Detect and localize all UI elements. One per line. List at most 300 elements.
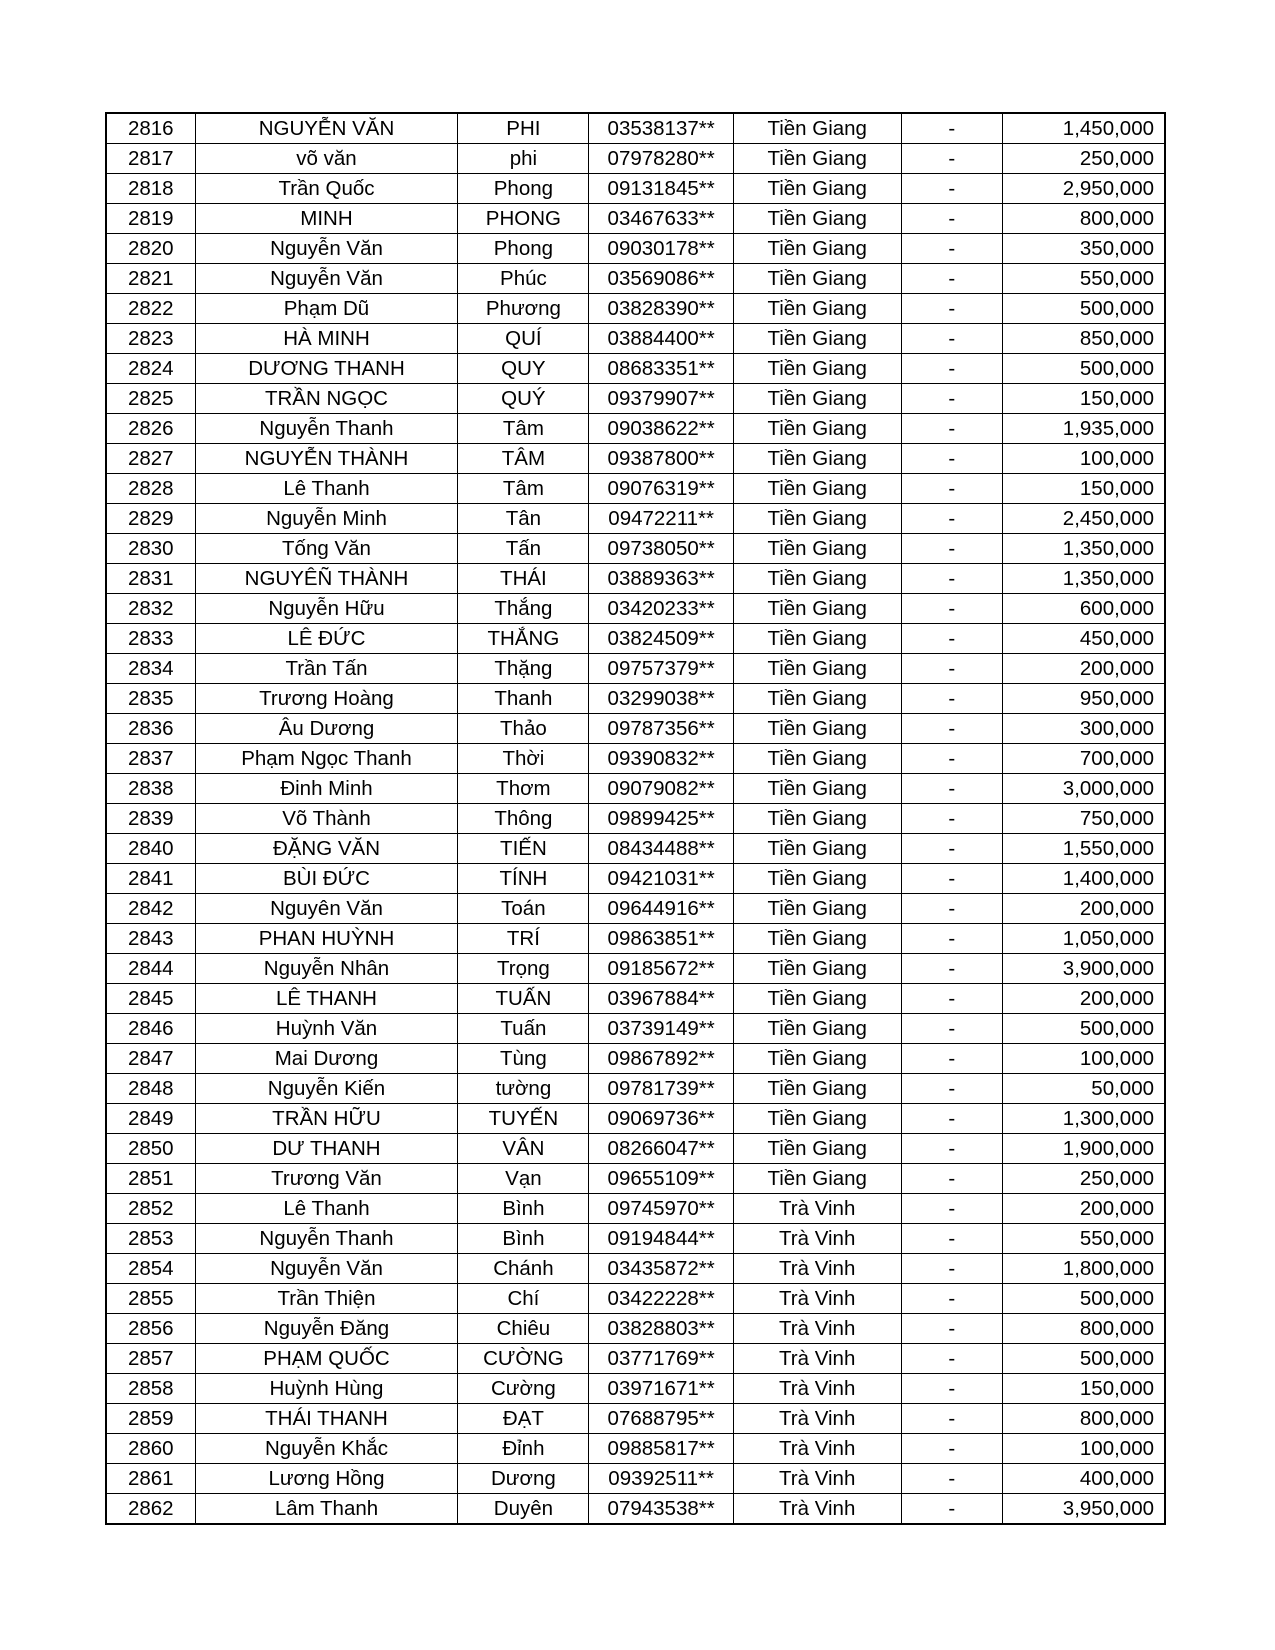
table-row (106, 1104, 1165, 1134)
amount-cell: 100,000 (1003, 1044, 1165, 1074)
table-row (106, 113, 1165, 144)
table-row (106, 744, 1165, 774)
phone-cell: 07978280** (589, 144, 734, 174)
donor-table (105, 112, 1166, 1525)
note-cell: - (901, 594, 1003, 624)
amount-cell: 3,950,000 (1003, 1494, 1165, 1525)
province-cell: Tiền Giang (733, 504, 901, 534)
table-row (106, 834, 1165, 864)
phone-cell: 08266047** (589, 1134, 734, 1164)
table-row (106, 1134, 1165, 1164)
row-number-cell: 2833 (106, 624, 195, 654)
amount-cell: 2,950,000 (1003, 174, 1165, 204)
amount-cell: 450,000 (1003, 624, 1165, 654)
row-number-cell: 2823 (106, 324, 195, 354)
given-name-cell: QUÍ (458, 324, 589, 354)
note-cell: - (901, 204, 1003, 234)
given-name-cell: Thảo (458, 714, 589, 744)
note-cell: - (901, 384, 1003, 414)
amount-cell: 1,800,000 (1003, 1254, 1165, 1284)
phone-cell: 09781739** (589, 1074, 734, 1104)
table-row (106, 534, 1165, 564)
table-row (106, 264, 1165, 294)
phone-cell: 03422228** (589, 1284, 734, 1314)
amount-cell: 100,000 (1003, 1434, 1165, 1464)
province-cell: Tiền Giang (733, 444, 901, 474)
province-cell: Tiền Giang (733, 174, 901, 204)
table-row (106, 1074, 1165, 1104)
surname-cell: PHẠM QUỐC (195, 1344, 458, 1374)
table-row (106, 1044, 1165, 1074)
row-number-cell: 2854 (106, 1254, 195, 1284)
phone-cell: 09185672** (589, 954, 734, 984)
table-row (106, 564, 1165, 594)
table-row (106, 414, 1165, 444)
phone-cell: 09079082** (589, 774, 734, 804)
note-cell: - (901, 894, 1003, 924)
row-number-cell: 2824 (106, 354, 195, 384)
surname-cell: NGUYÊÑ THÀNH (195, 564, 458, 594)
note-cell: - (901, 804, 1003, 834)
table-row (106, 624, 1165, 654)
phone-cell: 07943538** (589, 1494, 734, 1525)
province-cell: Trà Vinh (733, 1194, 901, 1224)
phone-cell: 03538137** (589, 113, 734, 144)
given-name-cell: Phương (458, 294, 589, 324)
note-cell: - (901, 1014, 1003, 1044)
province-cell: Tiền Giang (733, 113, 901, 144)
given-name-cell: QUÝ (458, 384, 589, 414)
phone-cell: 09757379** (589, 654, 734, 684)
note-cell: - (901, 324, 1003, 354)
phone-cell: 09863851** (589, 924, 734, 954)
note-cell: - (901, 924, 1003, 954)
note-cell: - (901, 1164, 1003, 1194)
province-cell: Tiền Giang (733, 1164, 901, 1194)
note-cell: - (901, 174, 1003, 204)
note-cell: - (901, 984, 1003, 1014)
surname-cell: Lương Hồng (195, 1464, 458, 1494)
province-cell: Tiền Giang (733, 534, 901, 564)
surname-cell: Nguyên Văn (195, 894, 458, 924)
phone-cell: 09076319** (589, 474, 734, 504)
table-row (106, 1434, 1165, 1464)
table-row (106, 324, 1165, 354)
table-row (106, 1494, 1165, 1525)
surname-cell: Trần Tấn (195, 654, 458, 684)
given-name-cell: Phúc (458, 264, 589, 294)
note-cell: - (901, 234, 1003, 264)
given-name-cell: Dương (458, 1464, 589, 1494)
amount-cell: 350,000 (1003, 234, 1165, 264)
note-cell: - (901, 504, 1003, 534)
province-cell: Tiền Giang (733, 144, 901, 174)
surname-cell: Mai Dương (195, 1044, 458, 1074)
phone-cell: 03971671** (589, 1374, 734, 1404)
amount-cell: 1,300,000 (1003, 1104, 1165, 1134)
row-number-cell: 2850 (106, 1134, 195, 1164)
given-name-cell: TUẤN (458, 984, 589, 1014)
phone-cell: 03467633** (589, 204, 734, 234)
given-name-cell: Chí (458, 1284, 589, 1314)
note-cell: - (901, 294, 1003, 324)
note-cell: - (901, 654, 1003, 684)
surname-cell: Nguyễn Đăng (195, 1314, 458, 1344)
table-row (106, 924, 1165, 954)
table-row (106, 1404, 1165, 1434)
amount-cell: 150,000 (1003, 474, 1165, 504)
row-number-cell: 2858 (106, 1374, 195, 1404)
row-number-cell: 2856 (106, 1314, 195, 1344)
table-row (106, 294, 1165, 324)
amount-cell: 500,000 (1003, 1284, 1165, 1314)
amount-cell: 800,000 (1003, 204, 1165, 234)
row-number-cell: 2846 (106, 1014, 195, 1044)
surname-cell: Nguyễn Minh (195, 504, 458, 534)
given-name-cell: Thông (458, 804, 589, 834)
amount-cell: 750,000 (1003, 804, 1165, 834)
given-name-cell: phi (458, 144, 589, 174)
given-name-cell: Vạn (458, 1164, 589, 1194)
note-cell: - (901, 624, 1003, 654)
row-number-cell: 2836 (106, 714, 195, 744)
province-cell: Tiền Giang (733, 804, 901, 834)
note-cell: - (901, 1104, 1003, 1134)
amount-cell: 850,000 (1003, 324, 1165, 354)
row-number-cell: 2861 (106, 1464, 195, 1494)
surname-cell: Trần Quốc (195, 174, 458, 204)
note-cell: - (901, 564, 1003, 594)
amount-cell: 800,000 (1003, 1314, 1165, 1344)
province-cell: Tiền Giang (733, 324, 901, 354)
phone-cell: 08683351** (589, 354, 734, 384)
amount-cell: 1,900,000 (1003, 1134, 1165, 1164)
given-name-cell: ĐẠT (458, 1404, 589, 1434)
surname-cell: Âu Dương (195, 714, 458, 744)
given-name-cell: Tấn (458, 534, 589, 564)
given-name-cell: TIẾN (458, 834, 589, 864)
given-name-cell: QUY (458, 354, 589, 384)
amount-cell: 1,050,000 (1003, 924, 1165, 954)
given-name-cell: Tâm (458, 414, 589, 444)
province-cell: Tiền Giang (733, 894, 901, 924)
amount-cell: 3,900,000 (1003, 954, 1165, 984)
given-name-cell: PHONG (458, 204, 589, 234)
province-cell: Trà Vinh (733, 1254, 901, 1284)
phone-cell: 03420233** (589, 594, 734, 624)
province-cell: Tiền Giang (733, 984, 901, 1014)
province-cell: Tiền Giang (733, 714, 901, 744)
phone-cell: 09194844** (589, 1224, 734, 1254)
row-number-cell: 2826 (106, 414, 195, 444)
phone-cell: 03884400** (589, 324, 734, 354)
note-cell: - (901, 264, 1003, 294)
surname-cell: DƯ THANH (195, 1134, 458, 1164)
row-number-cell: 2830 (106, 534, 195, 564)
given-name-cell: Phong (458, 234, 589, 264)
amount-cell: 800,000 (1003, 1404, 1165, 1434)
given-name-cell: THẮNG (458, 624, 589, 654)
phone-cell: 09392511** (589, 1464, 734, 1494)
surname-cell: Phạm Dũ (195, 294, 458, 324)
row-number-cell: 2855 (106, 1284, 195, 1314)
phone-cell: 03889363** (589, 564, 734, 594)
surname-cell: Lâm Thanh (195, 1494, 458, 1525)
note-cell: - (901, 534, 1003, 564)
surname-cell: MINH (195, 204, 458, 234)
phone-cell: 09472211** (589, 504, 734, 534)
province-cell: Trà Vinh (733, 1494, 901, 1525)
surname-cell: BÙI ĐỨC (195, 864, 458, 894)
amount-cell: 50,000 (1003, 1074, 1165, 1104)
province-cell: Tiền Giang (733, 774, 901, 804)
surname-cell: Trương Hoàng (195, 684, 458, 714)
row-number-cell: 2825 (106, 384, 195, 414)
amount-cell: 3,000,000 (1003, 774, 1165, 804)
table-row (106, 894, 1165, 924)
province-cell: Tiền Giang (733, 744, 901, 774)
row-number-cell: 2839 (106, 804, 195, 834)
note-cell: - (901, 1344, 1003, 1374)
phone-cell: 03569086** (589, 264, 734, 294)
surname-cell: Nguyễn Khắc (195, 1434, 458, 1464)
surname-cell: LÊ THANH (195, 984, 458, 1014)
phone-cell: 03435872** (589, 1254, 734, 1284)
surname-cell: DƯƠNG THANH (195, 354, 458, 384)
given-name-cell: Tân (458, 504, 589, 534)
note-cell: - (901, 1074, 1003, 1104)
row-number-cell: 2837 (106, 744, 195, 774)
row-number-cell: 2842 (106, 894, 195, 924)
note-cell: - (901, 444, 1003, 474)
given-name-cell: Thặng (458, 654, 589, 684)
province-cell: Trà Vinh (733, 1404, 901, 1434)
surname-cell: Nguyễn Văn (195, 264, 458, 294)
note-cell: - (901, 414, 1003, 444)
amount-cell: 700,000 (1003, 744, 1165, 774)
given-name-cell: Bình (458, 1224, 589, 1254)
province-cell: Tiền Giang (733, 414, 901, 444)
note-cell: - (901, 864, 1003, 894)
given-name-cell: Trọng (458, 954, 589, 984)
surname-cell: Nguyễn Thanh (195, 414, 458, 444)
surname-cell: Nguyễn Văn (195, 1254, 458, 1284)
row-number-cell: 2843 (106, 924, 195, 954)
province-cell: Trà Vinh (733, 1374, 901, 1404)
table-row (106, 1464, 1165, 1494)
amount-cell: 100,000 (1003, 444, 1165, 474)
row-number-cell: 2819 (106, 204, 195, 234)
surname-cell: Võ Thành (195, 804, 458, 834)
table-row (106, 954, 1165, 984)
table-row (106, 234, 1165, 264)
province-cell: Tiền Giang (733, 1134, 901, 1164)
note-cell: - (901, 1494, 1003, 1525)
row-number-cell: 2835 (106, 684, 195, 714)
amount-cell: 1,400,000 (1003, 864, 1165, 894)
note-cell: - (901, 1284, 1003, 1314)
province-cell: Trà Vinh (733, 1314, 901, 1344)
note-cell: - (901, 954, 1003, 984)
row-number-cell: 2845 (106, 984, 195, 1014)
given-name-cell: Chánh (458, 1254, 589, 1284)
table-row (106, 474, 1165, 504)
row-number-cell: 2838 (106, 774, 195, 804)
amount-cell: 200,000 (1003, 894, 1165, 924)
province-cell: Trà Vinh (733, 1464, 901, 1494)
table-row (106, 594, 1165, 624)
table-row (106, 1254, 1165, 1284)
province-cell: Tiền Giang (733, 954, 901, 984)
province-cell: Tiền Giang (733, 1104, 901, 1134)
note-cell: - (901, 1374, 1003, 1404)
note-cell: - (901, 774, 1003, 804)
province-cell: Tiền Giang (733, 1014, 901, 1044)
note-cell: - (901, 474, 1003, 504)
surname-cell: Lê Thanh (195, 474, 458, 504)
row-number-cell: 2829 (106, 504, 195, 534)
given-name-cell: Duyên (458, 1494, 589, 1525)
given-name-cell: Tâm (458, 474, 589, 504)
surname-cell: Trương Văn (195, 1164, 458, 1194)
given-name-cell: THÁI (458, 564, 589, 594)
amount-cell: 600,000 (1003, 594, 1165, 624)
note-cell: - (901, 1194, 1003, 1224)
given-name-cell: CƯỜNG (458, 1344, 589, 1374)
phone-cell: 09387800** (589, 444, 734, 474)
province-cell: Tiền Giang (733, 204, 901, 234)
row-number-cell: 2832 (106, 594, 195, 624)
amount-cell: 300,000 (1003, 714, 1165, 744)
phone-cell: 09131845** (589, 174, 734, 204)
amount-cell: 150,000 (1003, 384, 1165, 414)
row-number-cell: 2853 (106, 1224, 195, 1254)
surname-cell: võ văn (195, 144, 458, 174)
note-cell: - (901, 113, 1003, 144)
given-name-cell: TRÍ (458, 924, 589, 954)
row-number-cell: 2847 (106, 1044, 195, 1074)
table-row (106, 354, 1165, 384)
surname-cell: LÊ ĐỨC (195, 624, 458, 654)
surname-cell: Huỳnh Hùng (195, 1374, 458, 1404)
amount-cell: 2,450,000 (1003, 504, 1165, 534)
surname-cell: Nguyễn Văn (195, 234, 458, 264)
province-cell: Tiền Giang (733, 234, 901, 264)
surname-cell: Phạm Ngọc Thanh (195, 744, 458, 774)
surname-cell: Lê Thanh (195, 1194, 458, 1224)
surname-cell: HÀ MINH (195, 324, 458, 354)
amount-cell: 400,000 (1003, 1464, 1165, 1494)
surname-cell: Nguyễn Thanh (195, 1224, 458, 1254)
table-row (106, 504, 1165, 534)
phone-cell: 03739149** (589, 1014, 734, 1044)
phone-cell: 09745970** (589, 1194, 734, 1224)
table-row (106, 984, 1165, 1014)
given-name-cell: Thơm (458, 774, 589, 804)
amount-cell: 550,000 (1003, 264, 1165, 294)
row-number-cell: 2820 (106, 234, 195, 264)
table-row (106, 684, 1165, 714)
row-number-cell: 2840 (106, 834, 195, 864)
province-cell: Tiền Giang (733, 384, 901, 414)
row-number-cell: 2818 (106, 174, 195, 204)
note-cell: - (901, 1044, 1003, 1074)
amount-cell: 500,000 (1003, 354, 1165, 384)
table-row (106, 804, 1165, 834)
row-number-cell: 2852 (106, 1194, 195, 1224)
province-cell: Tiền Giang (733, 624, 901, 654)
given-name-cell: Phong (458, 174, 589, 204)
amount-cell: 250,000 (1003, 144, 1165, 174)
phone-cell: 09738050** (589, 534, 734, 564)
note-cell: - (901, 1134, 1003, 1164)
province-cell: Tiền Giang (733, 864, 901, 894)
phone-cell: 09379907** (589, 384, 734, 414)
phone-cell: 03828390** (589, 294, 734, 324)
given-name-cell: PHI (458, 113, 589, 144)
surname-cell: Nguyễn Kiến (195, 1074, 458, 1104)
amount-cell: 200,000 (1003, 654, 1165, 684)
row-number-cell: 2848 (106, 1074, 195, 1104)
province-cell: Tiền Giang (733, 474, 901, 504)
table-body (106, 113, 1165, 1524)
row-number-cell: 2860 (106, 1434, 195, 1464)
row-number-cell: 2841 (106, 864, 195, 894)
given-name-cell: Toán (458, 894, 589, 924)
surname-cell: Trần Thiện (195, 1284, 458, 1314)
note-cell: - (901, 1434, 1003, 1464)
phone-cell: 09655109** (589, 1164, 734, 1194)
phone-cell: 03824509** (589, 624, 734, 654)
province-cell: Tiền Giang (733, 924, 901, 954)
note-cell: - (901, 1404, 1003, 1434)
row-number-cell: 2859 (106, 1404, 195, 1434)
note-cell: - (901, 684, 1003, 714)
table-row (106, 774, 1165, 804)
table-row (106, 864, 1165, 894)
province-cell: Tiền Giang (733, 294, 901, 324)
given-name-cell: Thắng (458, 594, 589, 624)
row-number-cell: 2828 (106, 474, 195, 504)
amount-cell: 500,000 (1003, 294, 1165, 324)
phone-cell: 03299038** (589, 684, 734, 714)
phone-cell: 03828803** (589, 1314, 734, 1344)
given-name-cell: Tùng (458, 1044, 589, 1074)
note-cell: - (901, 1464, 1003, 1494)
given-name-cell: TÍNH (458, 864, 589, 894)
row-number-cell: 2849 (106, 1104, 195, 1134)
table-row (106, 384, 1165, 414)
surname-cell: Tống Văn (195, 534, 458, 564)
surname-cell: THÁI THANH (195, 1404, 458, 1434)
note-cell: - (901, 1314, 1003, 1344)
table-row (106, 1014, 1165, 1044)
phone-cell: 03771769** (589, 1344, 734, 1374)
amount-cell: 1,350,000 (1003, 564, 1165, 594)
row-number-cell: 2857 (106, 1344, 195, 1374)
amount-cell: 200,000 (1003, 984, 1165, 1014)
note-cell: - (901, 834, 1003, 864)
province-cell: Tiền Giang (733, 594, 901, 624)
given-name-cell: Bình (458, 1194, 589, 1224)
surname-cell: Đinh Minh (195, 774, 458, 804)
row-number-cell: 2851 (106, 1164, 195, 1194)
note-cell: - (901, 714, 1003, 744)
phone-cell: 09069736** (589, 1104, 734, 1134)
table-row (106, 1314, 1165, 1344)
surname-cell: PHAN HUỲNH (195, 924, 458, 954)
surname-cell: Nguyễn Hữu (195, 594, 458, 624)
